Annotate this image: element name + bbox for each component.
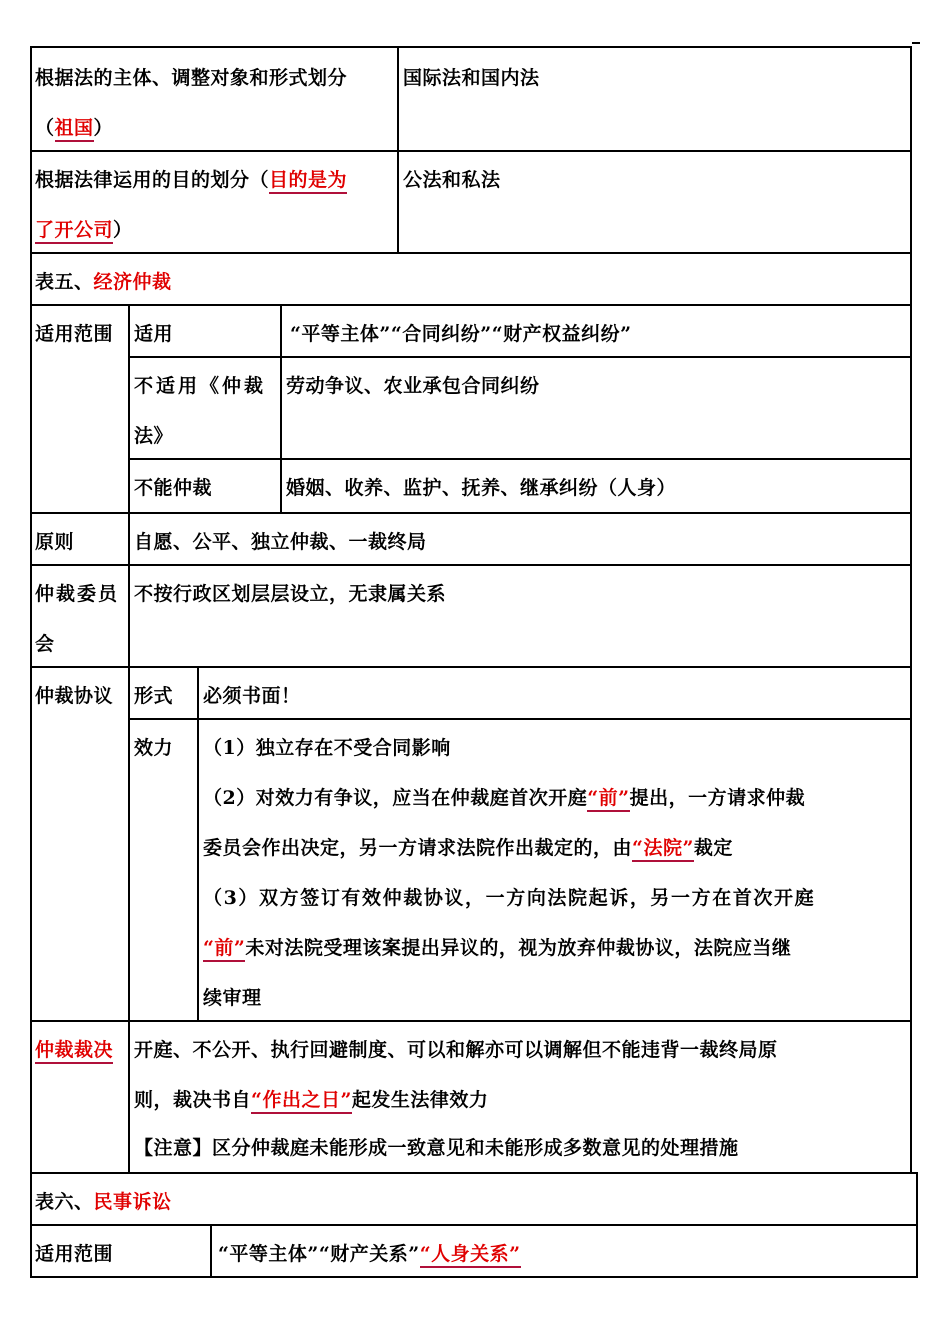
award-text: 起发生法律效力 (351, 1089, 489, 1111)
effect-text: 委员会作出决定，另一方请求法院作出裁定的，由 (203, 837, 633, 859)
effect-item-2-line2 (203, 836, 733, 860)
cannot-arbitrate-label: 不能仲裁 (134, 477, 213, 499)
not-applicable-label-1: 不适用《仲裁 (134, 375, 267, 397)
row2-left-line1 (35, 168, 347, 192)
rule (128, 356, 912, 358)
row1-right: 国际法和国内法 (403, 67, 540, 89)
rule (30, 1020, 912, 1022)
principle-value: 自愿、公平、独立仲裁、一裁终局 (134, 531, 427, 553)
form-value: 必须书面！ (203, 685, 301, 707)
effect-item-3-line3: 续审理 (203, 987, 262, 1009)
table5-title-prefix: 表五、 (35, 271, 94, 293)
highlight-term: “前” (203, 937, 245, 962)
paren-close: ） (93, 117, 114, 139)
effect-item-2-line1 (203, 786, 805, 810)
effect-item-1: （1）独立存在不受合同影响 (203, 737, 451, 759)
rule (128, 304, 130, 1174)
effect-text: 裁定 (693, 837, 733, 859)
rule (30, 512, 912, 514)
applicable-label: 适用 (134, 323, 174, 345)
row2-left-text: 根据法律运用的目的划分（ (35, 169, 270, 191)
rule (916, 1172, 918, 1278)
not-applicable-label-2: 法》 (134, 425, 174, 447)
rule (30, 252, 912, 254)
award-text: 则，裁决书自 (134, 1089, 252, 1111)
agreement-label: 仲裁协议 (35, 685, 114, 707)
effect-item-3-line1: （3）双方签订有效仲裁协议，一方向法院起诉，另一方在首次开庭 (203, 887, 816, 909)
highlight-term: “法院” (632, 837, 694, 862)
award-label (35, 1038, 113, 1062)
effect-item-3-line2 (203, 936, 791, 960)
rule (30, 1276, 918, 1278)
scope-label: 适用范围 (35, 323, 114, 345)
highlight-term: 仲裁裁决 (35, 1039, 113, 1064)
scope-text: “平等主体”“财产关系” (218, 1243, 420, 1265)
rule (30, 150, 912, 152)
table5-title (35, 270, 172, 294)
highlight-term: “人身关系” (420, 1243, 521, 1268)
row1-left-line2 (35, 116, 113, 140)
highlight-term: “作出之日” (251, 1089, 352, 1114)
award-note: 【注意】区分仲裁庭未能形成一致意见和未能形成多数意见的处理措施 (134, 1137, 739, 1159)
highlight-term: “前” (587, 787, 629, 812)
effect-text: 未对法院受理该案提出异议的，视为放弃仲裁协议，法院应当继 (245, 937, 792, 959)
table5-title-name: 经济仲裁 (93, 271, 172, 293)
rule (197, 666, 199, 1022)
highlight-mnemonic: 了开公司 (35, 219, 113, 244)
effect-text: 提出，一方请求仲裁 (629, 787, 806, 809)
form-label: 形式 (134, 685, 174, 707)
committee-value: 不按行政区划层层设立，无隶属关系 (134, 583, 447, 605)
table6-title-prefix: 表六、 (35, 1191, 94, 1213)
table6-scope-value (218, 1242, 521, 1266)
row1-left-line1: 根据法的主体、调整对象和形式划分 (35, 67, 348, 89)
rule (910, 46, 912, 1174)
rule (30, 564, 912, 566)
rule (280, 304, 282, 514)
rule (30, 304, 912, 306)
row2-right: 公法和私法 (403, 169, 501, 191)
rule (30, 666, 912, 668)
table6-title-name: 民事诉讼 (93, 1191, 172, 1213)
principle-label: 原则 (35, 531, 75, 553)
rule (30, 1172, 918, 1174)
highlight-mnemonic: 目的是为 (269, 169, 347, 194)
row2-left-line2 (35, 218, 133, 242)
table6-title (35, 1190, 172, 1214)
rule (397, 46, 399, 254)
rule (30, 46, 912, 48)
rule (30, 1224, 918, 1226)
rule (128, 718, 912, 720)
highlight-mnemonic: 祖国 (55, 117, 94, 142)
table6-scope-label: 适用范围 (35, 1243, 114, 1265)
award-line-2 (134, 1088, 488, 1112)
cannot-arbitrate-value: 婚姻、收养、监护、抚养、继承纠纷（人身） (286, 477, 677, 499)
effect-text: （2）对效力有争议，应当在仲裁庭首次开庭 (203, 787, 588, 809)
applicable-value: “平等主体”“合同纠纷”“财产权益纠纷” (290, 323, 632, 345)
corner-tick (912, 42, 920, 44)
award-line-1: 开庭、不公开、执行回避制度、可以和解亦可以调解但不能违背一裁终局原 (134, 1039, 778, 1061)
rule (30, 46, 32, 1278)
committee-label-2: 会 (35, 633, 55, 655)
not-applicable-value: 劳动争议、农业承包合同纠纷 (286, 375, 540, 397)
rule (210, 1224, 212, 1278)
rule (128, 458, 912, 460)
paren-close: ） (113, 219, 133, 241)
paren-open: （ (35, 117, 55, 139)
committee-label-1: 仲裁委员 (35, 583, 120, 605)
effect-label: 效力 (134, 737, 174, 759)
